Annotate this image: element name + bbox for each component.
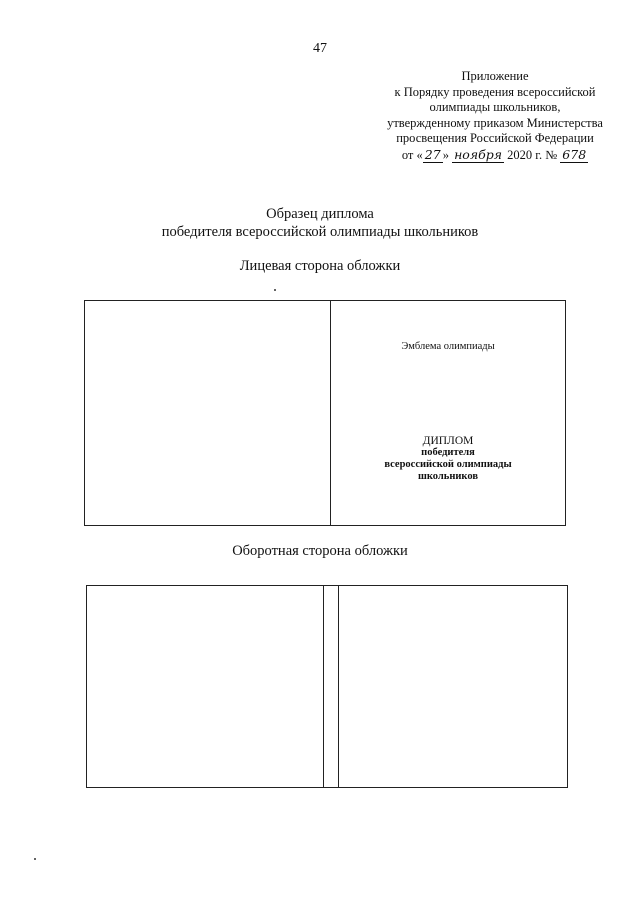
back-cover-heading: Оборотная сторона обложки [232,543,408,559]
page-number: 47 [313,41,327,56]
back-cover-spine-left [323,586,324,787]
scan-speck [274,289,276,291]
date-suffix: 2020 г. № [507,147,558,162]
order-number: 678 [562,146,587,162]
diploma-olympiad: всероссийской олимпиады [384,459,512,470]
diploma-pupils: школьников [417,471,478,482]
scan-speck [34,858,36,860]
title-line1: Образец диплома [266,206,374,222]
emblem-placeholder: Эмблема олимпиады [401,341,495,352]
appendix-line4: утвержденному приказом Министерства [387,115,603,130]
date-prefix: от « [401,147,423,162]
diploma-winner: победителя [421,447,475,458]
diploma-text-block [331,435,565,483]
appendix-line3: олимпиады школьников, [429,100,561,114]
appendix-line2: к Порядку проведения всероссийской [394,84,596,99]
date-mid: » [442,147,449,162]
title-line2: победителя всероссийской олимпиады школьников [161,224,479,240]
back-cover-spine-right [338,586,339,787]
date-month: ноября [454,146,503,162]
diploma-word: ДИПЛОМ [422,435,474,447]
front-cover-fold [330,301,331,525]
front-cover-sample [84,300,566,526]
date-day: 27 [424,146,441,162]
appendix-block [360,69,630,163]
front-cover-heading: Лицевая сторона обложки [239,258,401,274]
appendix-line5: просвещения Российской Федерации [396,131,594,145]
document-title [0,205,640,241]
appendix-line1: Приложение [461,69,529,83]
back-cover-sample [86,585,568,788]
appendix-date-line [360,147,630,164]
